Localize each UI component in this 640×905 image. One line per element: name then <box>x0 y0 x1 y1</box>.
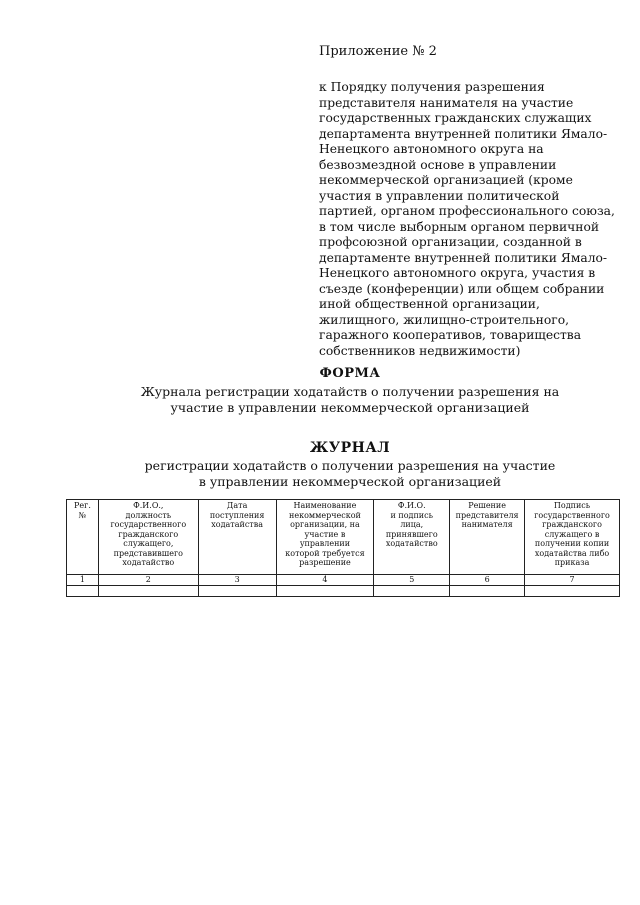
appendix-line: в том числе выборным органом первичной <box>319 219 600 234</box>
empty-cell <box>450 586 525 597</box>
journal-subtitle-line: регистрации ходатайств о получении разрешения на участие <box>144 458 556 473</box>
appendix-line: собственников недвижимости) <box>319 343 521 358</box>
forma-subtitle-line: Журнала регистрации ходатайств о получении разрешения на <box>140 384 560 399</box>
empty-cell <box>374 586 450 597</box>
forma-subtitle-line: участие в управлении некоммерческой организацией <box>170 400 530 415</box>
appendix-text <box>319 80 615 359</box>
column-number: 5 <box>374 575 450 586</box>
journal-subtitle-line: в управлении некоммерческой организацией <box>198 474 502 489</box>
col-header-decision: Решение представителя нанимателя <box>450 500 525 575</box>
col-header-employee: Ф.И.О., должность государственного гражданского служащего, представившего ходатайство <box>98 500 198 575</box>
empty-cell <box>525 586 620 597</box>
appendix-line: партией, органом профессионального союза, <box>319 204 615 218</box>
column-number: 6 <box>450 575 525 586</box>
appendix-line: гаражного кооперативов, товарищества <box>319 328 582 342</box>
column-number: 3 <box>198 575 276 586</box>
table-empty-row <box>67 586 620 597</box>
appendix-line: к Порядку получения разрешения <box>319 80 545 94</box>
table-header-row <box>67 500 620 575</box>
column-number: 7 <box>525 575 620 586</box>
journal-table <box>66 499 620 597</box>
appendix-line: Ненецкого автономного округа, участия в <box>319 266 596 280</box>
appendix-line: жилищного, жилищно-строительного, <box>319 312 570 327</box>
col-header-receiver: Ф.И.О. и подпись лица, принявшего ходатайство <box>374 500 450 575</box>
col-header-reg-number: Рег. № <box>67 500 99 575</box>
appendix-line: съезде (конференции) или общем собрании <box>319 281 605 296</box>
appendix-line: представителя нанимателя на участие <box>319 95 574 110</box>
appendix-line: профсоюзной организации, созданной в <box>319 235 582 249</box>
journal-title: ЖУРНАЛ <box>309 440 391 456</box>
appendix-line: безвозмездной основе в управлении <box>319 157 557 172</box>
appendix-title: Приложение № 2 <box>319 44 437 59</box>
table-number-row <box>67 575 620 586</box>
col-header-organization: Наименование некоммерческой организации, на участие в управлении которой требуется разрешение <box>276 500 374 575</box>
column-number: 4 <box>276 575 374 586</box>
appendix-line: участия в управлении политической <box>319 188 560 203</box>
column-number: 1 <box>67 575 99 586</box>
appendix-line: департамента внутренней политики Ямало- <box>319 126 608 141</box>
column-number: 2 <box>98 575 198 586</box>
forma-title: ФОРМА <box>319 366 381 381</box>
empty-cell <box>67 586 99 597</box>
forma-subtitle <box>100 384 600 416</box>
col-header-date: Дата поступления ходатайства <box>198 500 276 575</box>
appendix-line: Ненецкого автономного округа на <box>319 142 544 156</box>
journal-subtitle <box>100 458 600 490</box>
appendix-line: некоммерческой организацией (кроме <box>319 173 573 187</box>
empty-cell <box>276 586 374 597</box>
col-header-signature: Подпись государственного гражданского служащего в получении копии ходатайства либо приказа <box>525 500 620 575</box>
appendix-line: иной общественной организации, <box>319 297 540 311</box>
appendix-line: государственных гражданских служащих <box>319 111 592 125</box>
empty-cell <box>98 586 198 597</box>
empty-cell <box>198 586 276 597</box>
appendix-line: департаменте внутренней политики Ямало- <box>319 250 608 265</box>
